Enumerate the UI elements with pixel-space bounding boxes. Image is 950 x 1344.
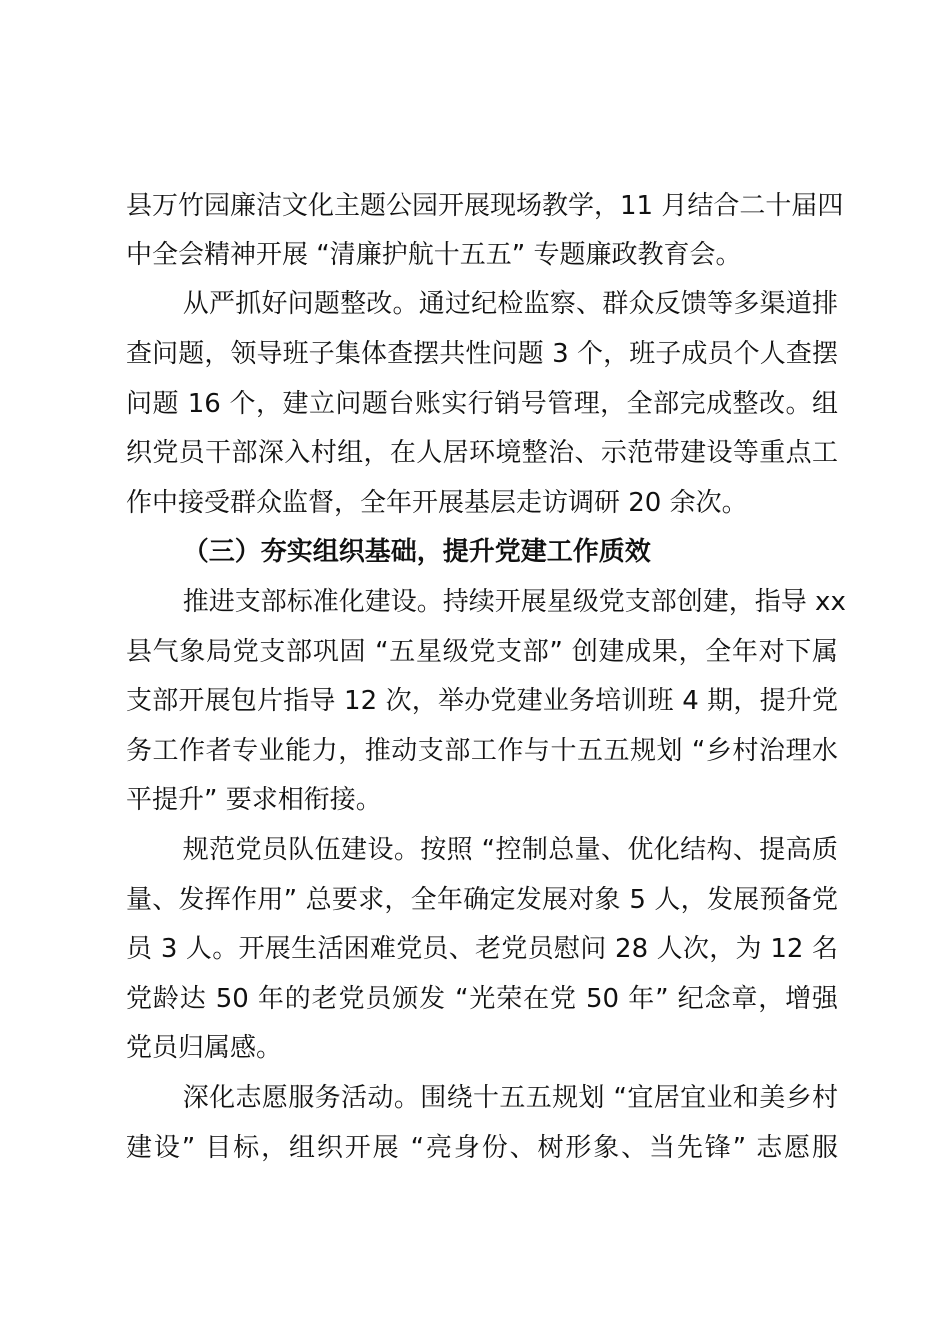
text-line: 支部开展包片指导 12 次，举办党建业务培训班 4 期，提升党	[126, 686, 838, 716]
text-line: 量、发挥作用” 总要求，全年确定发展对象 5 人，发展预备党	[126, 885, 838, 915]
paragraph-start-line: 深化志愿服务活动。围绕十五五规划 “宜居宜业和美乡村	[182, 1083, 838, 1113]
text-line: 务工作者专业能力，推动支部工作与十五五规划 “乡村治理水	[126, 736, 838, 766]
text-line: 员 3 人。开展生活困难党员、老党员慰问 28 人次，为 12 名	[126, 934, 838, 964]
paragraph-start-line: 规范党员队伍建设。按照 “控制总量、优化结构、提高质	[182, 835, 838, 865]
text-line: 党龄达 50 年的老党员颁发 “光荣在党 50 年” 纪念章，增强	[126, 984, 838, 1014]
text-line: 建设” 目标，组织开展 “亮身份、树形象、当先锋” 志愿服	[126, 1133, 838, 1163]
text-line: 问题 16 个，建立问题台账实行销号管理，全部完成整改。组	[126, 389, 838, 419]
paragraph-start-line: 推进支部标准化建设。持续开展星级党支部创建，指导 xx	[182, 587, 846, 617]
text-line: 织党员干部深入村组，在人居环境整治、示范带建设等重点工	[126, 438, 838, 468]
section-heading: （三）夯实组织基础，提升党建工作质效	[182, 537, 651, 567]
paragraph-start-line: 从严抓好问题整改。通过纪检监察、群众反馈等多渠道排	[182, 289, 838, 319]
text-line: 作中接受群众监督，全年开展基层走访调研 20 余次。	[126, 488, 748, 518]
text-line: 县万竹园廉洁文化主题公园开展现场教学，11 月结合二十届四	[126, 191, 844, 221]
text-line: 中全会精神开展 “清廉护航十五五” 专题廉政教育会。	[126, 240, 742, 270]
text-line: 查问题，领导班子集体查摆共性问题 3 个，班子成员个人查摆	[126, 339, 838, 369]
text-line: 县气象局党支部巩固 “五星级党支部” 创建成果，全年对下属	[126, 637, 838, 667]
text-line: 党员归属感。	[126, 1033, 283, 1063]
text-line: 平提升” 要求相衔接。	[126, 785, 382, 815]
